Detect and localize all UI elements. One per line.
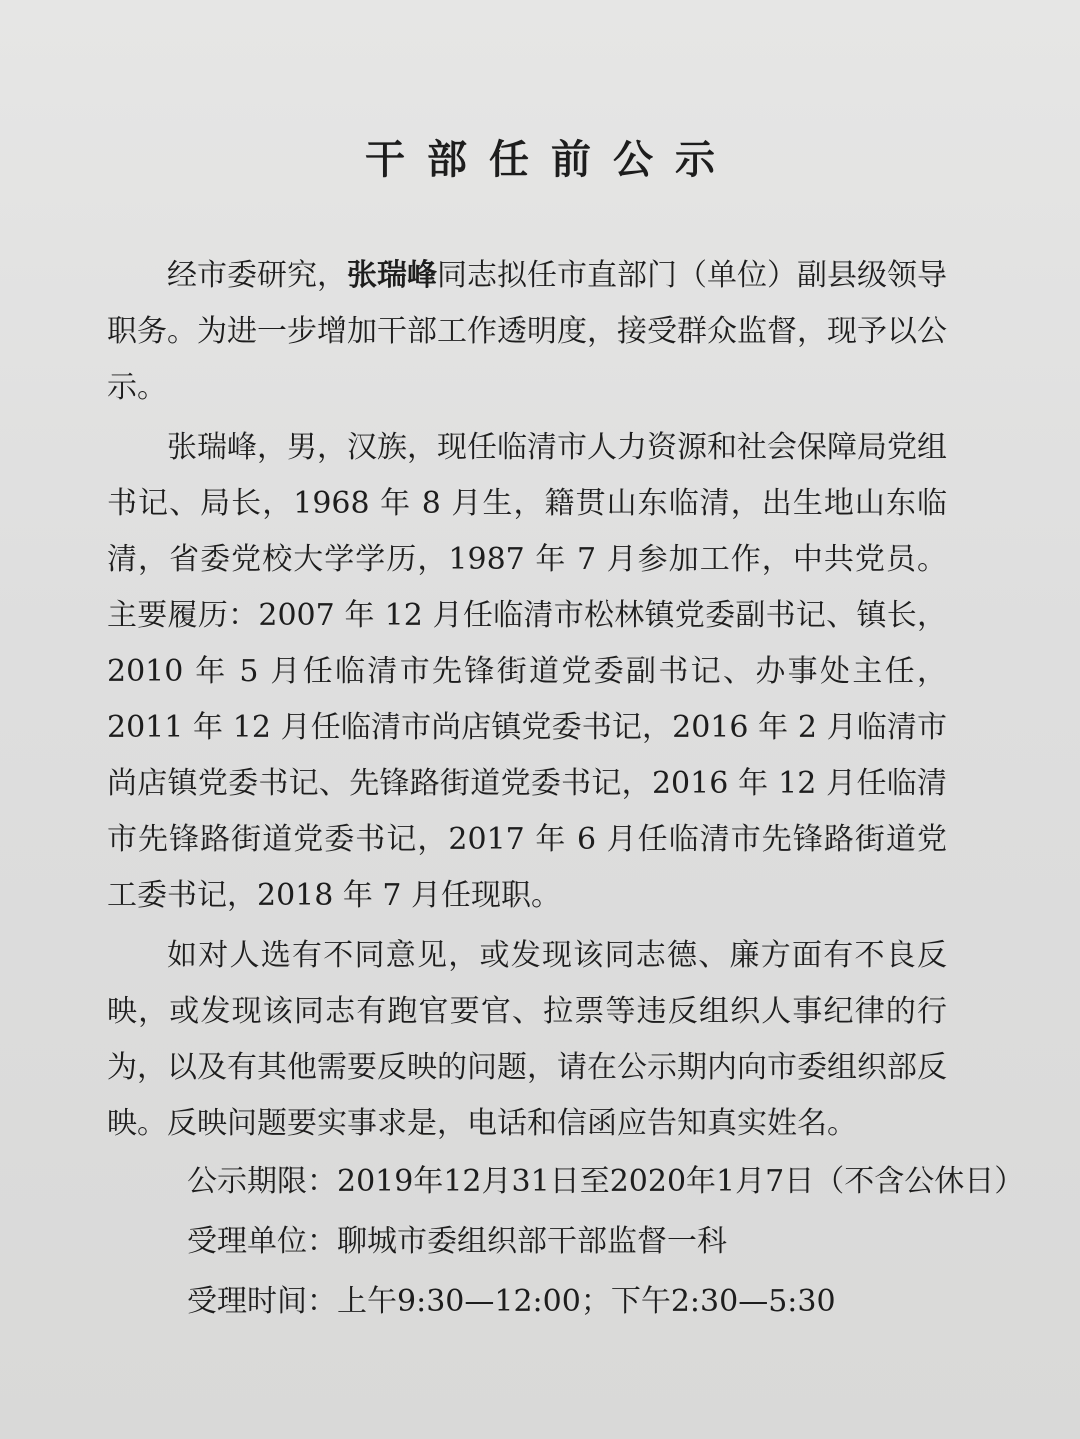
document-title: 干部任前公示 <box>365 136 737 183</box>
candidate-name: 张瑞峰 <box>347 258 437 293</box>
intro-lead: 经市委研究， <box>167 258 347 293</box>
paragraph-feedback: 如对人选有不同意见，或发现该同志德、廉方面有不良反映，或发现该同志有跑官要官、拉票等违反组织人事纪律的行为，以及有其他需要反映的问题，请在公示期内向市委组织部反映。反映问题要实事求是，电话和信函应告知真实姓名。 <box>107 938 947 1141</box>
publicity-period: 公示期限：2019年12月31日至2020年1月7日（不含公休日） <box>187 1164 1025 1199</box>
receiving-unit: 受理单位：聊城市委组织部干部监督一科 <box>187 1224 727 1259</box>
intro-rest: 同志拟任市直部门（单位）副县级领导职务。为进一步增加干部工作透明度，接受群众监督，现予以公示。 <box>107 258 947 405</box>
document-body <box>107 248 1025 1330</box>
receiving-hours: 受理时间：上午9:30—12:00；下午2:30—5:30 <box>187 1284 836 1319</box>
paragraph-resume: 张瑞峰，男，汉族，现任临清市人力资源和社会保障局党组书记、局长，1968 年 8 月生，籍贯山东临清，出生地山东临清，省委党校大学学历，1987 年 7 月参加工作，中共党员。主要履历：2007 年 12 月任临清市松林镇党委副书记、镇长，2010 年 5 月任临清市先锋街道党委副书记、办事处主任，2011 年 12 月任临清市尚店镇党委书记，2016 年 2 月临清市尚店镇党委书记、先锋路街道党委书记，2016 年 12 月任临清市先锋路街道党委书记，2017 年 6 月任临清市先锋路街道党工委书记，2018 年 7 月任现职。 <box>107 430 947 913</box>
paragraph-intro <box>107 248 947 416</box>
